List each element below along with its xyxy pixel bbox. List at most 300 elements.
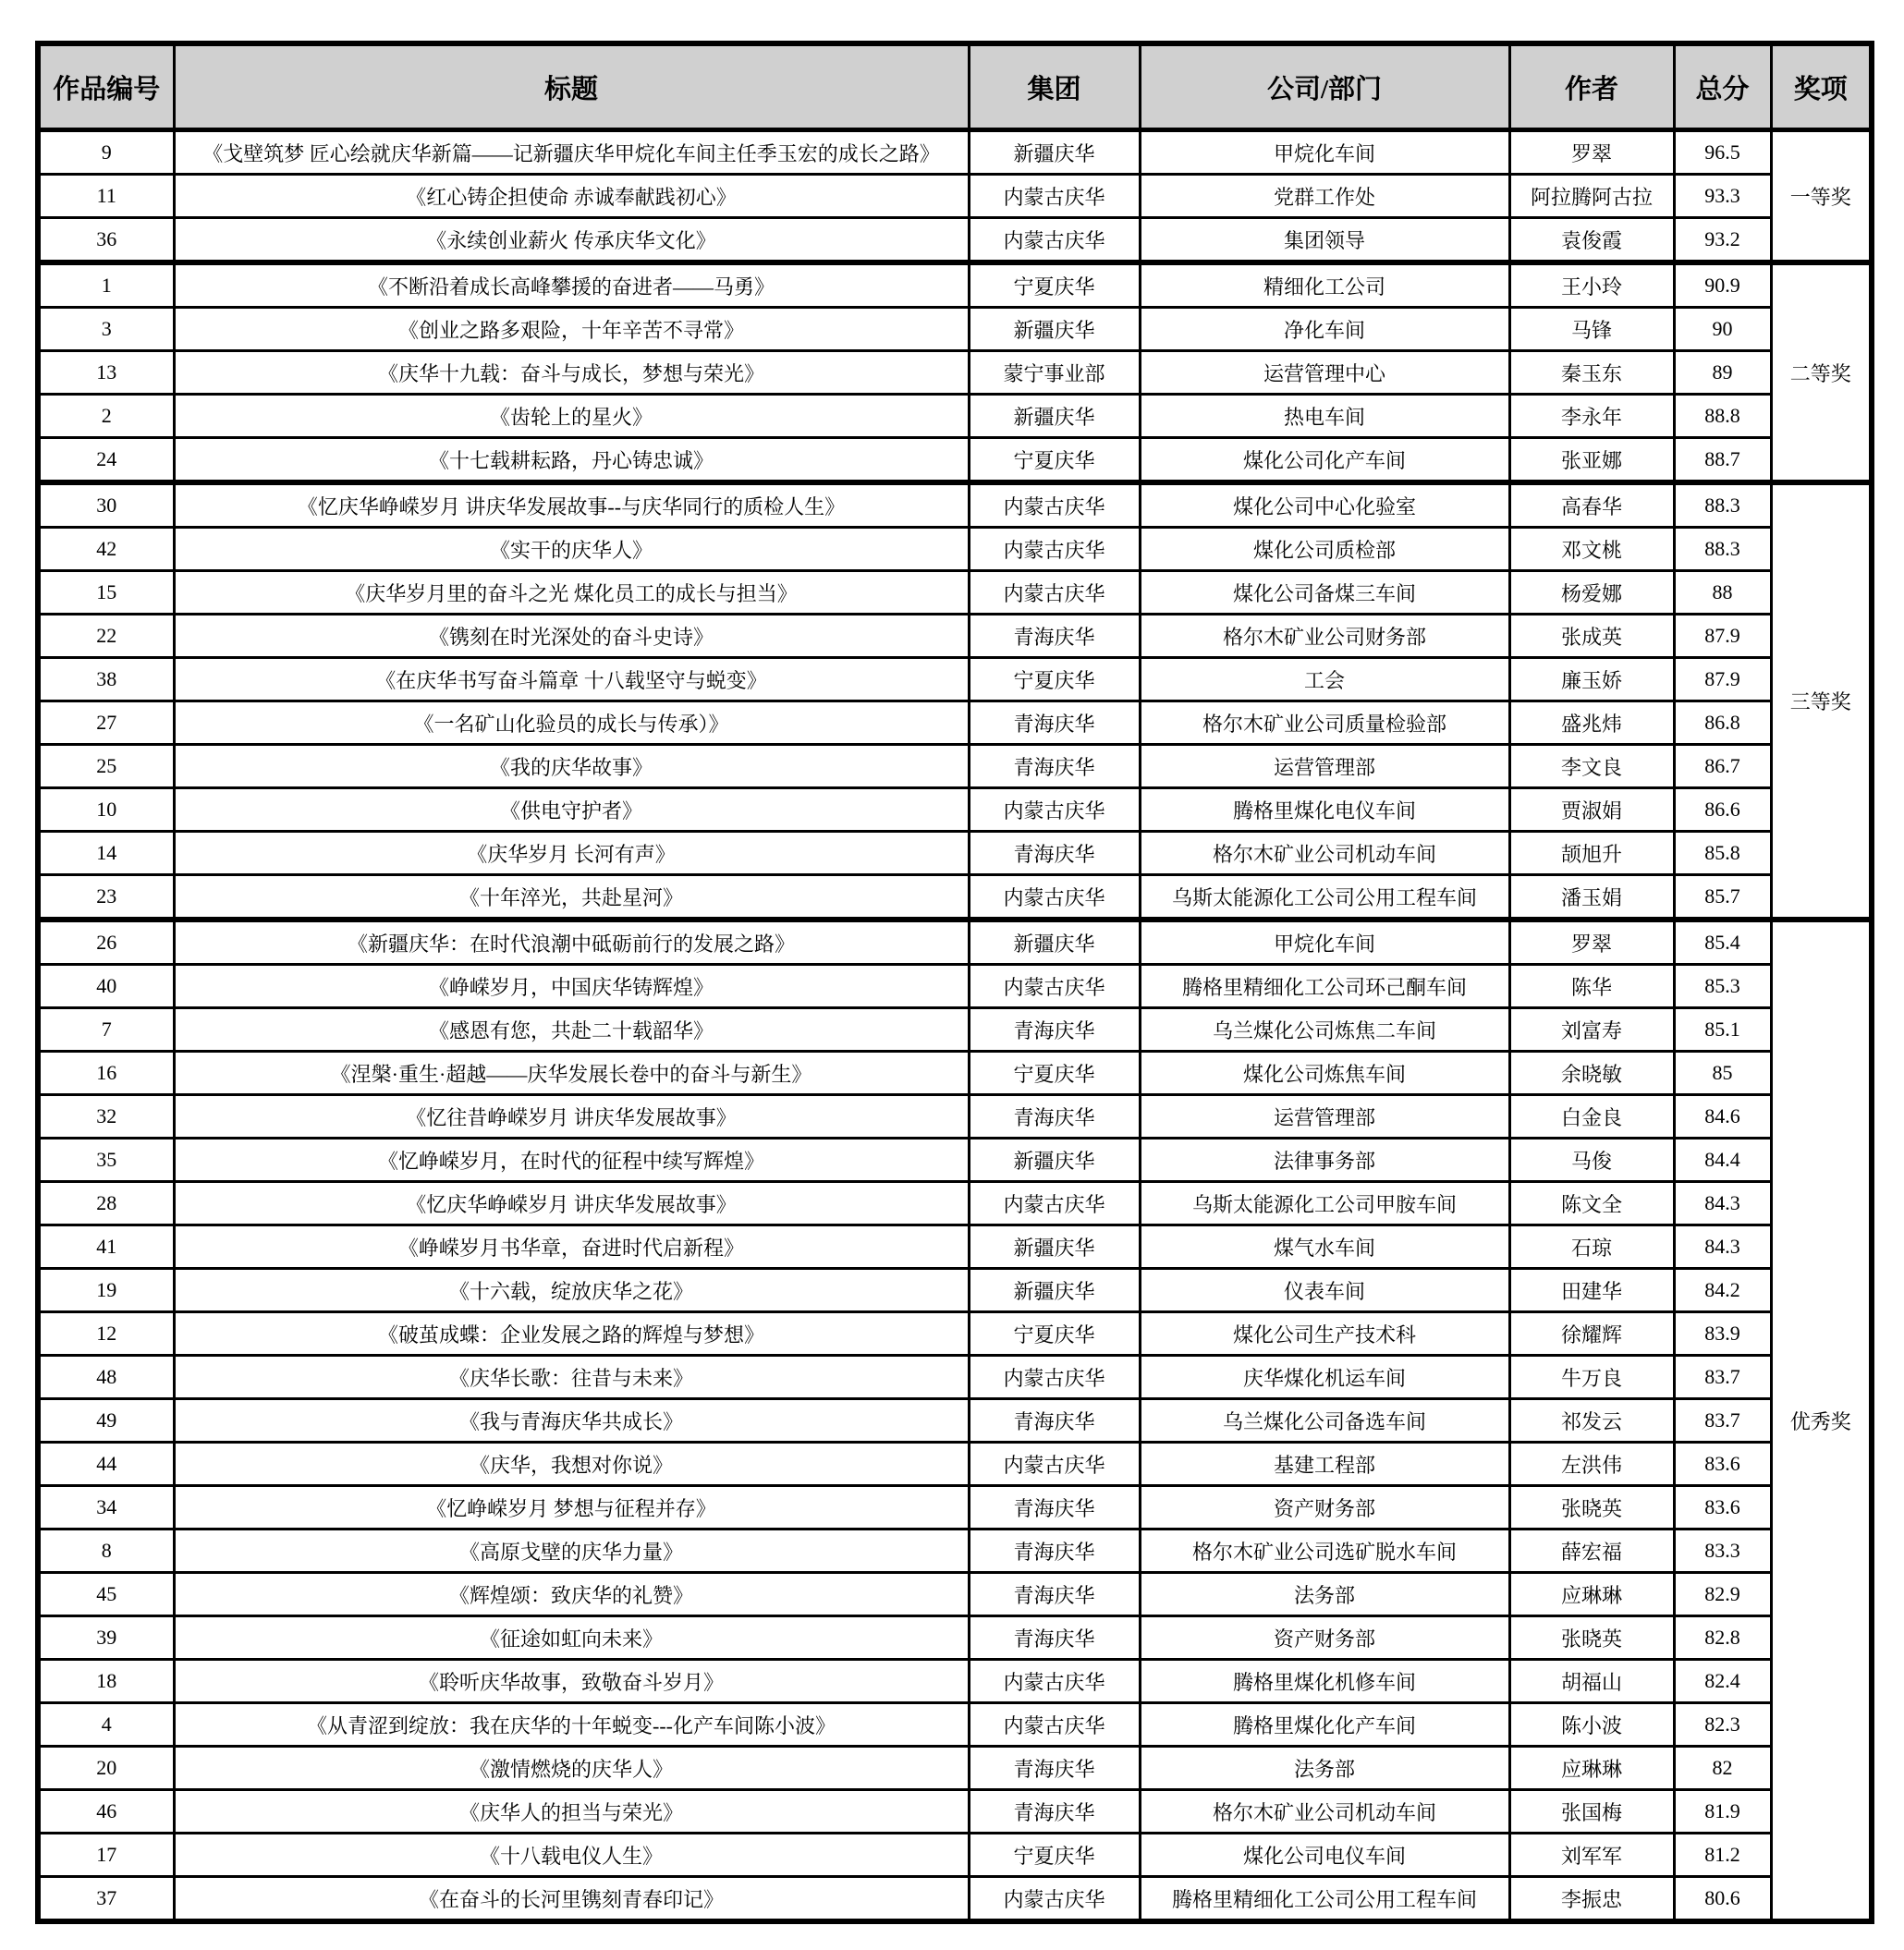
score-cell: 85.1 bbox=[1674, 1008, 1771, 1052]
work-id-cell: 37 bbox=[38, 1877, 174, 1922]
score-cell: 83.6 bbox=[1674, 1443, 1771, 1486]
table-row bbox=[38, 1182, 1872, 1225]
author-cell: 杨爱娜 bbox=[1509, 571, 1674, 615]
work-id-cell: 2 bbox=[38, 395, 174, 438]
title-cell: 《征途如虹向未来》 bbox=[174, 1616, 969, 1660]
score-cell: 87.9 bbox=[1674, 658, 1771, 701]
title-cell: 《齿轮上的星火》 bbox=[174, 395, 969, 438]
score-cell: 83.6 bbox=[1674, 1486, 1771, 1530]
author-cell: 左洪伟 bbox=[1509, 1443, 1674, 1486]
title-cell: 《辉煌颂：致庆华的礼赞》 bbox=[174, 1573, 969, 1616]
dept-cell: 格尔木矿业公司选矿脱水车间 bbox=[1140, 1530, 1509, 1573]
dept-cell: 煤化公司生产技术科 bbox=[1140, 1312, 1509, 1356]
work-id-cell: 22 bbox=[38, 615, 174, 658]
dept-cell: 腾格里精细化工公司公用工程车间 bbox=[1140, 1877, 1509, 1922]
table-row bbox=[38, 308, 1872, 351]
title-cell: 《庆华十九载：奋斗与成长，梦想与荣光》 bbox=[174, 351, 969, 395]
score-cell: 82.9 bbox=[1674, 1573, 1771, 1616]
work-id-cell: 23 bbox=[38, 875, 174, 920]
score-cell: 85.7 bbox=[1674, 875, 1771, 920]
group-cell: 青海庆华 bbox=[969, 1399, 1140, 1443]
group-cell: 新疆庆华 bbox=[969, 1139, 1140, 1182]
award-cell: 一等奖 bbox=[1771, 130, 1872, 263]
title-cell: 《聆听庆华故事，致敬奋斗岁月》 bbox=[174, 1660, 969, 1703]
table-row bbox=[38, 1530, 1872, 1573]
group-cell: 青海庆华 bbox=[969, 1486, 1140, 1530]
work-id-cell: 46 bbox=[38, 1790, 174, 1834]
title-cell: 《庆华人的担当与荣光》 bbox=[174, 1790, 969, 1834]
title-cell: 《涅槃·重生·超越——庆华发展长卷中的奋斗与新生》 bbox=[174, 1052, 969, 1095]
author-cell: 颉旭升 bbox=[1509, 832, 1674, 875]
work-id-cell: 41 bbox=[38, 1225, 174, 1269]
dept-cell: 甲烷化车间 bbox=[1140, 920, 1509, 965]
title-cell: 《十年淬光，共赴星河》 bbox=[174, 875, 969, 920]
author-cell: 徐耀辉 bbox=[1509, 1312, 1674, 1356]
author-cell: 田建华 bbox=[1509, 1269, 1674, 1312]
score-cell: 96.5 bbox=[1674, 130, 1771, 175]
work-id-cell: 4 bbox=[38, 1703, 174, 1747]
group-cell: 内蒙古庆华 bbox=[969, 788, 1140, 832]
table-row bbox=[38, 1399, 1872, 1443]
group-cell: 内蒙古庆华 bbox=[969, 528, 1140, 571]
group-cell: 宁夏庆华 bbox=[969, 262, 1140, 308]
group-cell: 青海庆华 bbox=[969, 1616, 1140, 1660]
group-cell: 宁夏庆华 bbox=[969, 438, 1140, 483]
group-cell: 青海庆华 bbox=[969, 701, 1140, 745]
score-cell: 85.4 bbox=[1674, 920, 1771, 965]
group-cell: 青海庆华 bbox=[969, 1573, 1140, 1616]
author-cell: 贾淑娟 bbox=[1509, 788, 1674, 832]
dept-cell: 资产财务部 bbox=[1140, 1486, 1509, 1530]
table-row bbox=[38, 1834, 1872, 1877]
group-cell: 内蒙古庆华 bbox=[969, 482, 1140, 528]
dept-cell: 乌斯太能源化工公司公用工程车间 bbox=[1140, 875, 1509, 920]
dept-cell: 基建工程部 bbox=[1140, 1443, 1509, 1486]
table-row bbox=[38, 832, 1872, 875]
work-id-cell: 14 bbox=[38, 832, 174, 875]
author-cell: 应琳琳 bbox=[1509, 1747, 1674, 1790]
title-cell: 《不断沿着成长高峰攀援的奋进者——马勇》 bbox=[174, 262, 969, 308]
title-cell: 《红心铸企担使命 赤诚奉献践初心》 bbox=[174, 175, 969, 218]
author-cell: 陈文全 bbox=[1509, 1182, 1674, 1225]
author-cell: 李永年 bbox=[1509, 395, 1674, 438]
work-id-cell: 42 bbox=[38, 528, 174, 571]
group-cell: 内蒙古庆华 bbox=[969, 965, 1140, 1008]
dept-cell: 甲烷化车间 bbox=[1140, 130, 1509, 175]
score-cell: 84.3 bbox=[1674, 1182, 1771, 1225]
dept-cell: 腾格里精细化工公司环己酮车间 bbox=[1140, 965, 1509, 1008]
dept-cell: 精细化工公司 bbox=[1140, 262, 1509, 308]
title-cell: 《创业之路多艰险，十年辛苦不寻常》 bbox=[174, 308, 969, 351]
group-cell: 内蒙古庆华 bbox=[969, 1356, 1140, 1399]
score-cell: 86.8 bbox=[1674, 701, 1771, 745]
table-row bbox=[38, 1660, 1872, 1703]
group-cell: 新疆庆华 bbox=[969, 395, 1140, 438]
group-cell: 新疆庆华 bbox=[969, 1269, 1140, 1312]
dept-cell: 法务部 bbox=[1140, 1747, 1509, 1790]
author-cell: 邓文桃 bbox=[1509, 528, 1674, 571]
author-cell: 潘玉娟 bbox=[1509, 875, 1674, 920]
score-cell: 83.9 bbox=[1674, 1312, 1771, 1356]
author-cell: 张国梅 bbox=[1509, 1790, 1674, 1834]
score-cell: 90 bbox=[1674, 308, 1771, 351]
header-work-id: 作品编号 bbox=[38, 43, 174, 130]
group-cell: 青海庆华 bbox=[969, 745, 1140, 788]
title-cell: 《镌刻在时光深处的奋斗史诗》 bbox=[174, 615, 969, 658]
group-cell: 宁夏庆华 bbox=[969, 658, 1140, 701]
work-id-cell: 1 bbox=[38, 262, 174, 308]
title-cell: 《庆华岁月里的奋斗之光 煤化员工的成长与担当》 bbox=[174, 571, 969, 615]
author-cell: 刘富寿 bbox=[1509, 1008, 1674, 1052]
score-cell: 87.9 bbox=[1674, 615, 1771, 658]
dept-cell: 乌兰煤化公司炼焦二车间 bbox=[1140, 1008, 1509, 1052]
dept-cell: 运营管理中心 bbox=[1140, 351, 1509, 395]
author-cell: 石琼 bbox=[1509, 1225, 1674, 1269]
score-cell: 88.3 bbox=[1674, 528, 1771, 571]
work-id-cell: 39 bbox=[38, 1616, 174, 1660]
group-cell: 青海庆华 bbox=[969, 1095, 1140, 1139]
work-id-cell: 19 bbox=[38, 1269, 174, 1312]
table-row bbox=[38, 658, 1872, 701]
table-row bbox=[38, 1008, 1872, 1052]
title-cell: 《感恩有您，共赴二十载韶华》 bbox=[174, 1008, 969, 1052]
table-row bbox=[38, 528, 1872, 571]
title-cell: 《一名矿山化验员的成长与传承）》 bbox=[174, 701, 969, 745]
table-row bbox=[38, 615, 1872, 658]
title-cell: 《十六载，绽放庆华之花》 bbox=[174, 1269, 969, 1312]
group-cell: 新疆庆华 bbox=[969, 308, 1140, 351]
results-table-body bbox=[38, 130, 1872, 1922]
work-id-cell: 24 bbox=[38, 438, 174, 483]
group-cell: 青海庆华 bbox=[969, 832, 1140, 875]
table-row bbox=[38, 1703, 1872, 1747]
dept-cell: 庆华煤化机运车间 bbox=[1140, 1356, 1509, 1399]
score-cell: 83.7 bbox=[1674, 1399, 1771, 1443]
title-cell: 《供电守护者》 bbox=[174, 788, 969, 832]
work-id-cell: 45 bbox=[38, 1573, 174, 1616]
work-id-cell: 7 bbox=[38, 1008, 174, 1052]
group-cell: 内蒙古庆华 bbox=[969, 175, 1140, 218]
work-id-cell: 26 bbox=[38, 920, 174, 965]
work-id-cell: 30 bbox=[38, 482, 174, 528]
group-cell: 蒙宁事业部 bbox=[969, 351, 1140, 395]
table-row bbox=[38, 262, 1872, 308]
group-cell: 内蒙古庆华 bbox=[969, 1660, 1140, 1703]
work-id-cell: 35 bbox=[38, 1139, 174, 1182]
work-id-cell: 25 bbox=[38, 745, 174, 788]
dept-cell: 煤化公司化产车间 bbox=[1140, 438, 1509, 483]
work-id-cell: 49 bbox=[38, 1399, 174, 1443]
award-cell: 优秀奖 bbox=[1771, 920, 1872, 1921]
work-id-cell: 38 bbox=[38, 658, 174, 701]
title-cell: 《忆庆华峥嵘岁月 讲庆华发展故事--与庆华同行的质检人生》 bbox=[174, 482, 969, 528]
group-cell: 青海庆华 bbox=[969, 1790, 1140, 1834]
title-cell: 《忆峥嵘岁月，在时代的征程中续写辉煌》 bbox=[174, 1139, 969, 1182]
score-cell: 85.8 bbox=[1674, 832, 1771, 875]
dept-cell: 法务部 bbox=[1140, 1573, 1509, 1616]
score-cell: 80.6 bbox=[1674, 1877, 1771, 1922]
dept-cell: 净化车间 bbox=[1140, 308, 1509, 351]
author-cell: 秦玉东 bbox=[1509, 351, 1674, 395]
award-cell: 三等奖 bbox=[1771, 482, 1872, 920]
work-id-cell: 9 bbox=[38, 130, 174, 175]
title-cell: 《十八载电仪人生》 bbox=[174, 1834, 969, 1877]
dept-cell: 资产财务部 bbox=[1140, 1616, 1509, 1660]
group-cell: 青海庆华 bbox=[969, 1008, 1140, 1052]
author-cell: 袁俊霞 bbox=[1509, 218, 1674, 263]
header-dept: 公司/部门 bbox=[1140, 43, 1509, 130]
title-cell: 《庆华长歌：往昔与未来》 bbox=[174, 1356, 969, 1399]
score-cell: 93.3 bbox=[1674, 175, 1771, 218]
table-row bbox=[38, 1486, 1872, 1530]
author-cell: 盛兆炜 bbox=[1509, 701, 1674, 745]
table-row bbox=[38, 1790, 1872, 1834]
author-cell: 罗翠 bbox=[1509, 920, 1674, 965]
score-cell: 89 bbox=[1674, 351, 1771, 395]
author-cell: 陈华 bbox=[1509, 965, 1674, 1008]
score-cell: 90.9 bbox=[1674, 262, 1771, 308]
title-cell: 《庆华岁月 长河有声》 bbox=[174, 832, 969, 875]
dept-cell: 仪表车间 bbox=[1140, 1269, 1509, 1312]
dept-cell: 热电车间 bbox=[1140, 395, 1509, 438]
table-row bbox=[38, 701, 1872, 745]
score-cell: 93.2 bbox=[1674, 218, 1771, 263]
header-award: 奖项 bbox=[1771, 43, 1872, 130]
score-cell: 82.8 bbox=[1674, 1616, 1771, 1660]
results-table bbox=[35, 41, 1874, 1924]
work-id-cell: 32 bbox=[38, 1095, 174, 1139]
title-cell: 《戈壁筑梦 匠心绘就庆华新篇——记新疆庆华甲烷化车间主任季玉宏的成长之路》 bbox=[174, 130, 969, 175]
table-row bbox=[38, 1573, 1872, 1616]
author-cell: 李振忠 bbox=[1509, 1877, 1674, 1922]
dept-cell: 集团领导 bbox=[1140, 218, 1509, 263]
table-row bbox=[38, 395, 1872, 438]
table-row bbox=[38, 351, 1872, 395]
author-cell: 余晓敏 bbox=[1509, 1052, 1674, 1095]
header-row bbox=[38, 43, 1872, 130]
group-cell: 青海庆华 bbox=[969, 1530, 1140, 1573]
score-cell: 84.6 bbox=[1674, 1095, 1771, 1139]
table-row bbox=[38, 920, 1872, 965]
group-cell: 青海庆华 bbox=[969, 615, 1140, 658]
score-cell: 88.3 bbox=[1674, 482, 1771, 528]
title-cell: 《峥嵘岁月，中国庆华铸辉煌》 bbox=[174, 965, 969, 1008]
work-id-cell: 17 bbox=[38, 1834, 174, 1877]
author-cell: 王小玲 bbox=[1509, 262, 1674, 308]
table-row bbox=[38, 788, 1872, 832]
score-cell: 85.3 bbox=[1674, 965, 1771, 1008]
table-header bbox=[38, 43, 1872, 130]
author-cell: 刘军军 bbox=[1509, 1834, 1674, 1877]
author-cell: 马锋 bbox=[1509, 308, 1674, 351]
author-cell: 阿拉腾阿古拉 bbox=[1509, 175, 1674, 218]
table-row bbox=[38, 482, 1872, 528]
dept-cell: 格尔木矿业公司质量检验部 bbox=[1140, 701, 1509, 745]
author-cell: 马俊 bbox=[1509, 1139, 1674, 1182]
table-row bbox=[38, 1139, 1872, 1182]
author-cell: 张成英 bbox=[1509, 615, 1674, 658]
group-cell: 内蒙古庆华 bbox=[969, 1182, 1140, 1225]
title-cell: 《永续创业薪火 传承庆华文化》 bbox=[174, 218, 969, 263]
work-id-cell: 34 bbox=[38, 1486, 174, 1530]
work-id-cell: 8 bbox=[38, 1530, 174, 1573]
group-cell: 宁夏庆华 bbox=[969, 1052, 1140, 1095]
dept-cell: 乌斯太能源化工公司甲胺车间 bbox=[1140, 1182, 1509, 1225]
table-row bbox=[38, 1095, 1872, 1139]
work-id-cell: 12 bbox=[38, 1312, 174, 1356]
table-row bbox=[38, 1877, 1872, 1922]
work-id-cell: 36 bbox=[38, 218, 174, 263]
title-cell: 《破茧成蝶：企业发展之路的辉煌与梦想》 bbox=[174, 1312, 969, 1356]
score-cell: 88.7 bbox=[1674, 438, 1771, 483]
dept-cell: 煤化公司中心化验室 bbox=[1140, 482, 1509, 528]
table-row bbox=[38, 218, 1872, 263]
score-cell: 82.3 bbox=[1674, 1703, 1771, 1747]
title-cell: 《忆往昔峥嵘岁月 讲庆华发展故事》 bbox=[174, 1095, 969, 1139]
dept-cell: 格尔木矿业公司机动车间 bbox=[1140, 832, 1509, 875]
dept-cell: 格尔木矿业公司机动车间 bbox=[1140, 1790, 1509, 1834]
award-results-sheet bbox=[35, 41, 1869, 1924]
group-cell: 宁夏庆华 bbox=[969, 1312, 1140, 1356]
dept-cell: 腾格里煤化化产车间 bbox=[1140, 1703, 1509, 1747]
score-cell: 81.2 bbox=[1674, 1834, 1771, 1877]
title-cell: 《我与青海庆华共成长》 bbox=[174, 1399, 969, 1443]
work-id-cell: 18 bbox=[38, 1660, 174, 1703]
group-cell: 新疆庆华 bbox=[969, 1225, 1140, 1269]
dept-cell: 煤化公司备煤三车间 bbox=[1140, 571, 1509, 615]
table-row bbox=[38, 130, 1872, 175]
table-row bbox=[38, 1356, 1872, 1399]
title-cell: 《在庆华书写奋斗篇章 十八载坚守与蜕变》 bbox=[174, 658, 969, 701]
score-cell: 86.6 bbox=[1674, 788, 1771, 832]
work-id-cell: 10 bbox=[38, 788, 174, 832]
score-cell: 83.3 bbox=[1674, 1530, 1771, 1573]
author-cell: 祁发云 bbox=[1509, 1399, 1674, 1443]
dept-cell: 运营管理部 bbox=[1140, 745, 1509, 788]
work-id-cell: 27 bbox=[38, 701, 174, 745]
table-row bbox=[38, 571, 1872, 615]
work-id-cell: 16 bbox=[38, 1052, 174, 1095]
work-id-cell: 20 bbox=[38, 1747, 174, 1790]
table-row bbox=[38, 965, 1872, 1008]
award-cell: 二等奖 bbox=[1771, 262, 1872, 482]
group-cell: 内蒙古庆华 bbox=[969, 218, 1140, 263]
table-row bbox=[38, 745, 1872, 788]
score-cell: 82.4 bbox=[1674, 1660, 1771, 1703]
author-cell: 廉玉娇 bbox=[1509, 658, 1674, 701]
score-cell: 83.7 bbox=[1674, 1356, 1771, 1399]
dept-cell: 乌兰煤化公司备选车间 bbox=[1140, 1399, 1509, 1443]
score-cell: 84.4 bbox=[1674, 1139, 1771, 1182]
work-id-cell: 3 bbox=[38, 308, 174, 351]
table-row bbox=[38, 1269, 1872, 1312]
work-id-cell: 15 bbox=[38, 571, 174, 615]
dept-cell: 格尔木矿业公司财务部 bbox=[1140, 615, 1509, 658]
author-cell: 高春华 bbox=[1509, 482, 1674, 528]
group-cell: 内蒙古庆华 bbox=[969, 875, 1140, 920]
score-cell: 85 bbox=[1674, 1052, 1771, 1095]
table-row bbox=[38, 1312, 1872, 1356]
author-cell: 陈小波 bbox=[1509, 1703, 1674, 1747]
title-cell: 《忆庆华峥嵘岁月 讲庆华发展故事》 bbox=[174, 1182, 969, 1225]
header-score: 总分 bbox=[1674, 43, 1771, 130]
score-cell: 82 bbox=[1674, 1747, 1771, 1790]
group-cell: 青海庆华 bbox=[969, 1747, 1140, 1790]
author-cell: 薛宏福 bbox=[1509, 1530, 1674, 1573]
title-cell: 《我的庆华故事》 bbox=[174, 745, 969, 788]
dept-cell: 煤化公司炼焦车间 bbox=[1140, 1052, 1509, 1095]
header-group: 集团 bbox=[969, 43, 1140, 130]
dept-cell: 腾格里煤化机修车间 bbox=[1140, 1660, 1509, 1703]
title-cell: 《峥嵘岁月书华章，奋进时代启新程》 bbox=[174, 1225, 969, 1269]
score-cell: 84.2 bbox=[1674, 1269, 1771, 1312]
score-cell: 84.3 bbox=[1674, 1225, 1771, 1269]
group-cell: 内蒙古庆华 bbox=[969, 571, 1140, 615]
group-cell: 内蒙古庆华 bbox=[969, 1443, 1140, 1486]
score-cell: 88 bbox=[1674, 571, 1771, 615]
author-cell: 罗翠 bbox=[1509, 130, 1674, 175]
title-cell: 《忆峥嵘岁月 梦想与征程并存》 bbox=[174, 1486, 969, 1530]
table-row bbox=[38, 1052, 1872, 1095]
author-cell: 张晓英 bbox=[1509, 1616, 1674, 1660]
dept-cell: 煤气水车间 bbox=[1140, 1225, 1509, 1269]
score-cell: 81.9 bbox=[1674, 1790, 1771, 1834]
work-id-cell: 13 bbox=[38, 351, 174, 395]
dept-cell: 煤化公司质检部 bbox=[1140, 528, 1509, 571]
work-id-cell: 40 bbox=[38, 965, 174, 1008]
author-cell: 应琳琳 bbox=[1509, 1573, 1674, 1616]
title-cell: 《实干的庆华人》 bbox=[174, 528, 969, 571]
author-cell: 李文良 bbox=[1509, 745, 1674, 788]
title-cell: 《十七载耕耘路，丹心铸忠诚》 bbox=[174, 438, 969, 483]
dept-cell: 工会 bbox=[1140, 658, 1509, 701]
work-id-cell: 48 bbox=[38, 1356, 174, 1399]
title-cell: 《庆华，我想对你说》 bbox=[174, 1443, 969, 1486]
title-cell: 《高原戈壁的庆华力量》 bbox=[174, 1530, 969, 1573]
author-cell: 牛万良 bbox=[1509, 1356, 1674, 1399]
table-row bbox=[38, 1747, 1872, 1790]
table-row bbox=[38, 875, 1872, 920]
dept-cell: 煤化公司电仪车间 bbox=[1140, 1834, 1509, 1877]
author-cell: 张亚娜 bbox=[1509, 438, 1674, 483]
author-cell: 张晓英 bbox=[1509, 1486, 1674, 1530]
title-cell: 《新疆庆华：在时代浪潮中砥砺前行的发展之路》 bbox=[174, 920, 969, 965]
title-cell: 《激情燃烧的庆华人》 bbox=[174, 1747, 969, 1790]
header-author: 作者 bbox=[1509, 43, 1674, 130]
table-row bbox=[38, 1616, 1872, 1660]
group-cell: 内蒙古庆华 bbox=[969, 1877, 1140, 1922]
header-title: 标题 bbox=[174, 43, 969, 130]
group-cell: 新疆庆华 bbox=[969, 920, 1140, 965]
dept-cell: 党群工作处 bbox=[1140, 175, 1509, 218]
dept-cell: 法律事务部 bbox=[1140, 1139, 1509, 1182]
work-id-cell: 28 bbox=[38, 1182, 174, 1225]
work-id-cell: 44 bbox=[38, 1443, 174, 1486]
author-cell: 白金良 bbox=[1509, 1095, 1674, 1139]
score-cell: 88.8 bbox=[1674, 395, 1771, 438]
table-row bbox=[38, 1443, 1872, 1486]
group-cell: 内蒙古庆华 bbox=[969, 1703, 1140, 1747]
work-id-cell: 11 bbox=[38, 175, 174, 218]
table-row bbox=[38, 175, 1872, 218]
score-cell: 86.7 bbox=[1674, 745, 1771, 788]
group-cell: 宁夏庆华 bbox=[969, 1834, 1140, 1877]
table-row bbox=[38, 438, 1872, 483]
title-cell: 《从青涩到绽放：我在庆华的十年蜕变---化产车间陈小波》 bbox=[174, 1703, 969, 1747]
dept-cell: 运营管理部 bbox=[1140, 1095, 1509, 1139]
title-cell: 《在奋斗的长河里镌刻青春印记》 bbox=[174, 1877, 969, 1922]
table-row bbox=[38, 1225, 1872, 1269]
